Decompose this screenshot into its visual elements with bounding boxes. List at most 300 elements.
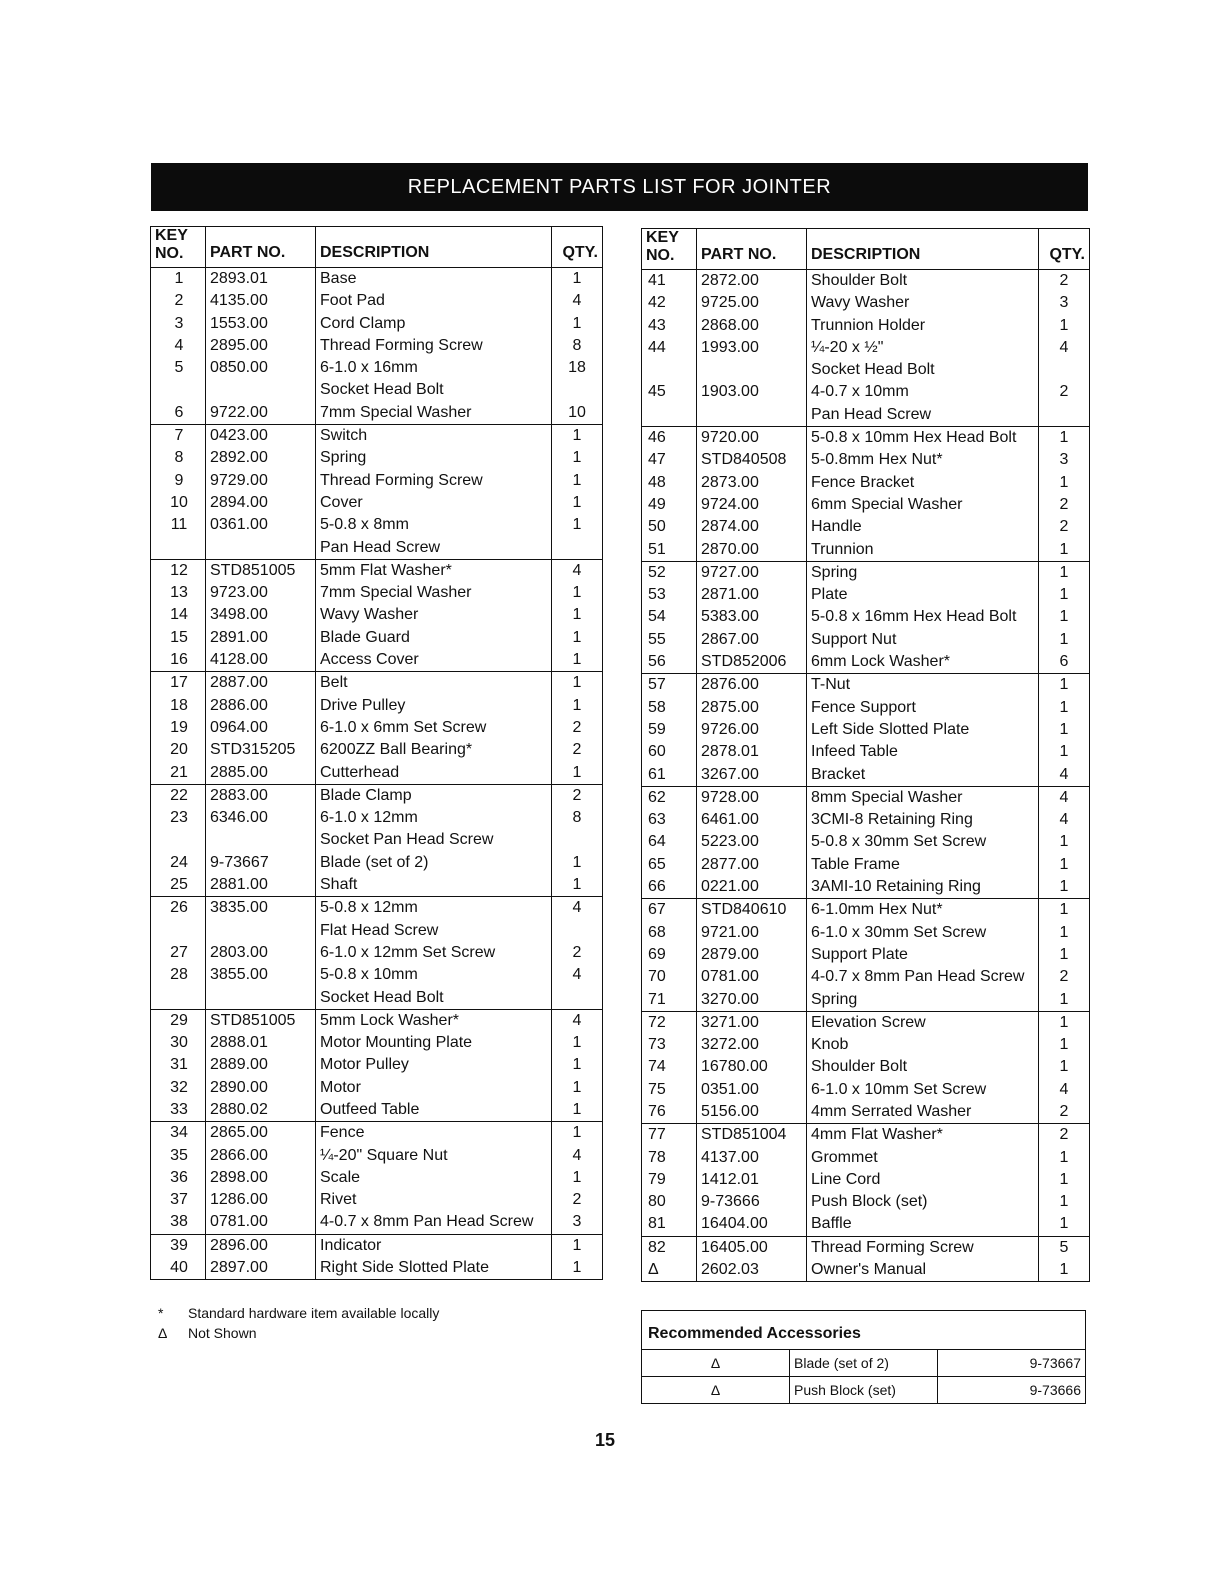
description-cell: 6-1.0 x 6mm Set Screw bbox=[316, 717, 552, 739]
key-cell: 37 bbox=[151, 1189, 206, 1211]
key-cell: 14 bbox=[151, 604, 206, 626]
description-cell: Motor bbox=[316, 1077, 552, 1099]
qty-cell: 1 bbox=[552, 672, 603, 695]
table-row bbox=[642, 786, 1090, 809]
table-row bbox=[642, 1213, 1090, 1236]
qty-cell: 4 bbox=[1039, 809, 1090, 831]
table-row bbox=[151, 649, 603, 672]
table-row bbox=[151, 514, 603, 536]
table-row bbox=[642, 989, 1090, 1012]
key-cell: 40 bbox=[151, 1257, 206, 1280]
qty-cell: 4 bbox=[552, 1009, 603, 1032]
qty-cell bbox=[552, 920, 603, 942]
qty-cell: 1 bbox=[1039, 1169, 1090, 1191]
key-cell: 67 bbox=[642, 899, 697, 922]
qty-cell: 1 bbox=[1039, 989, 1090, 1012]
description-cell: 6-1.0 x 30mm Set Screw bbox=[807, 922, 1039, 944]
key-cell: 78 bbox=[642, 1147, 697, 1169]
key-cell: 22 bbox=[151, 784, 206, 807]
description-cell: Thread Forming Screw bbox=[316, 335, 552, 357]
part-no-cell: 2893.01 bbox=[206, 268, 316, 291]
table-row bbox=[151, 762, 603, 785]
part-no-cell: 3835.00 bbox=[206, 897, 316, 920]
part-no-cell: 2880.02 bbox=[206, 1099, 316, 1122]
qty-cell: 4 bbox=[552, 290, 603, 312]
description-cell: Plate bbox=[807, 584, 1039, 606]
qty-cell: 1 bbox=[552, 1257, 603, 1280]
footnotes bbox=[158, 1303, 439, 1343]
part-no-cell: 2897.00 bbox=[206, 1257, 316, 1280]
part-no-cell: 2883.00 bbox=[206, 784, 316, 807]
table-row bbox=[642, 1056, 1090, 1078]
part-no-cell: 2602.03 bbox=[697, 1259, 807, 1282]
qty-header: QTY. bbox=[552, 227, 603, 268]
qty-cell: 1 bbox=[1039, 606, 1090, 628]
table-row bbox=[151, 784, 603, 807]
part-no-cell: 0964.00 bbox=[206, 717, 316, 739]
part-no-cell: STD851004 bbox=[697, 1124, 807, 1147]
qty-cell: 1 bbox=[1039, 472, 1090, 494]
qty-cell: 1 bbox=[552, 1099, 603, 1122]
qty-cell: 3 bbox=[1039, 292, 1090, 314]
key-cell: 18 bbox=[151, 695, 206, 717]
key-cell: 33 bbox=[151, 1099, 206, 1122]
key-cell: 27 bbox=[151, 942, 206, 964]
description-cell: Grommet bbox=[807, 1147, 1039, 1169]
qty-cell: 1 bbox=[552, 852, 603, 874]
description-cell: Indicator bbox=[316, 1234, 552, 1257]
qty-cell bbox=[1039, 359, 1090, 381]
description-cell: Infeed Table bbox=[807, 741, 1039, 763]
key-cell: 19 bbox=[151, 717, 206, 739]
qty-cell: 6 bbox=[1039, 651, 1090, 674]
table-row bbox=[151, 1099, 603, 1122]
description-cell: 6-1.0 x 12mm bbox=[316, 807, 552, 829]
part-no-header: PART NO. bbox=[697, 229, 807, 270]
qty-cell: 1 bbox=[552, 649, 603, 672]
table-row bbox=[642, 337, 1090, 359]
qty-cell: 1 bbox=[1039, 674, 1090, 697]
qty-cell: 1 bbox=[1039, 854, 1090, 876]
part-no-cell: 2891.00 bbox=[206, 627, 316, 649]
description-cell: Knob bbox=[807, 1034, 1039, 1056]
qty-cell: 1 bbox=[552, 1167, 603, 1189]
table-row bbox=[151, 807, 603, 829]
table-row bbox=[642, 1169, 1090, 1191]
table-row bbox=[151, 627, 603, 649]
description-cell: Blade (set of 2) bbox=[316, 852, 552, 874]
description-cell: Shaft bbox=[316, 874, 552, 897]
qty-cell: 1 bbox=[552, 1077, 603, 1099]
qty-cell: 1 bbox=[552, 268, 603, 291]
table-row bbox=[151, 1145, 603, 1167]
part-no-cell: STD840610 bbox=[697, 899, 807, 922]
part-no-cell: 0850.00 bbox=[206, 357, 316, 379]
description-cell: Flat Head Screw bbox=[316, 920, 552, 942]
qty-cell: 1 bbox=[1039, 719, 1090, 741]
qty-cell: 1 bbox=[552, 874, 603, 897]
qty-cell: 2 bbox=[1039, 1124, 1090, 1147]
table-row bbox=[642, 292, 1090, 314]
part-no-cell: 2876.00 bbox=[697, 674, 807, 697]
part-no-cell: 2888.01 bbox=[206, 1032, 316, 1054]
part-no-cell: 6461.00 bbox=[697, 809, 807, 831]
accessories-title: Recommended Accessories bbox=[642, 1311, 1086, 1350]
key-cell: 58 bbox=[642, 697, 697, 719]
table-row bbox=[642, 876, 1090, 899]
part-no-cell: 2889.00 bbox=[206, 1054, 316, 1076]
description-cell: 5mm Lock Washer* bbox=[316, 1009, 552, 1032]
table-row bbox=[642, 899, 1090, 922]
description-cell: Foot Pad bbox=[316, 290, 552, 312]
key-cell: 42 bbox=[642, 292, 697, 314]
table-row bbox=[151, 672, 603, 695]
key-cell: 57 bbox=[642, 674, 697, 697]
table-row bbox=[642, 1079, 1090, 1101]
part-no-cell bbox=[206, 379, 316, 401]
qty-cell bbox=[552, 987, 603, 1010]
qty-cell: 1 bbox=[552, 695, 603, 717]
table-row bbox=[642, 1124, 1090, 1147]
key-cell: 76 bbox=[642, 1101, 697, 1124]
qty-cell: 1 bbox=[1039, 315, 1090, 337]
description-cell: 5-0.8 x 10mm bbox=[316, 964, 552, 986]
description-cell: ¼-20" Square Nut bbox=[316, 1145, 552, 1167]
key-cell: 21 bbox=[151, 762, 206, 785]
table-row bbox=[642, 561, 1090, 584]
qty-cell: 1 bbox=[1039, 539, 1090, 562]
qty-cell: 1 bbox=[552, 425, 603, 448]
part-no-cell: 5223.00 bbox=[697, 831, 807, 853]
description-cell: Pan Head Screw bbox=[316, 537, 552, 560]
part-no-cell: 0423.00 bbox=[206, 425, 316, 448]
table-row bbox=[151, 357, 603, 379]
part-no-cell: 2870.00 bbox=[697, 539, 807, 562]
part-no-cell: 1993.00 bbox=[697, 337, 807, 359]
qty-cell: 2 bbox=[552, 717, 603, 739]
table-row bbox=[151, 964, 603, 986]
part-no-cell: 9724.00 bbox=[697, 494, 807, 516]
part-no-cell: 2896.00 bbox=[206, 1234, 316, 1257]
qty-cell bbox=[1039, 404, 1090, 427]
description-cell: 6-1.0mm Hex Nut* bbox=[807, 899, 1039, 922]
description-cell: Shoulder Bolt bbox=[807, 270, 1039, 293]
table-row bbox=[151, 537, 603, 560]
key-cell: 7 bbox=[151, 425, 206, 448]
description-cell: 5-0.8 x 8mm bbox=[316, 514, 552, 536]
key-cell bbox=[151, 829, 206, 851]
qty-cell: 4 bbox=[552, 1145, 603, 1167]
table-row bbox=[151, 717, 603, 739]
part-no-cell: 2892.00 bbox=[206, 447, 316, 469]
table-row bbox=[151, 1211, 603, 1234]
description-cell: Thread Forming Screw bbox=[316, 470, 552, 492]
accessory-row: Δ Push Block (set) 9-73666 bbox=[642, 1377, 1086, 1404]
table-row bbox=[642, 494, 1090, 516]
qty-cell: 1 bbox=[552, 627, 603, 649]
description-cell: Support Nut bbox=[807, 629, 1039, 651]
description-cell: 6mm Lock Washer* bbox=[807, 651, 1039, 674]
key-cell: 70 bbox=[642, 966, 697, 988]
qty-cell: 1 bbox=[552, 447, 603, 469]
key-cell: 4 bbox=[151, 335, 206, 357]
key-cell: 3 bbox=[151, 313, 206, 335]
key-cell: 30 bbox=[151, 1032, 206, 1054]
table-row bbox=[151, 492, 603, 514]
description-cell: Scale bbox=[316, 1167, 552, 1189]
table-row bbox=[642, 1147, 1090, 1169]
table-row bbox=[642, 944, 1090, 966]
qty-cell: 1 bbox=[552, 470, 603, 492]
part-no-cell: 2890.00 bbox=[206, 1077, 316, 1099]
qty-cell: 1 bbox=[1039, 899, 1090, 922]
part-no-cell: 1286.00 bbox=[206, 1189, 316, 1211]
part-no-cell: 4137.00 bbox=[697, 1147, 807, 1169]
table-row bbox=[151, 897, 603, 920]
description-cell: Belt bbox=[316, 672, 552, 695]
key-cell: 32 bbox=[151, 1077, 206, 1099]
part-no-cell: 16404.00 bbox=[697, 1213, 807, 1236]
page-number: 15 bbox=[594, 1430, 616, 1450]
table-row bbox=[642, 584, 1090, 606]
table-row bbox=[151, 987, 603, 1010]
table-row bbox=[151, 1077, 603, 1099]
description-cell: Pan Head Screw bbox=[807, 404, 1039, 427]
qty-cell: 4 bbox=[1039, 764, 1090, 787]
qty-cell: 1 bbox=[552, 1054, 603, 1076]
qty-cell: 2 bbox=[1039, 516, 1090, 538]
table-row bbox=[642, 427, 1090, 450]
description-cell: Handle bbox=[807, 516, 1039, 538]
part-no-cell: 3270.00 bbox=[697, 989, 807, 1012]
qty-cell: 8 bbox=[552, 807, 603, 829]
table-row bbox=[642, 539, 1090, 562]
qty-cell: 1 bbox=[1039, 584, 1090, 606]
qty-cell: 4 bbox=[1039, 786, 1090, 809]
qty-cell: 1 bbox=[552, 762, 603, 785]
key-cell: 34 bbox=[151, 1122, 206, 1145]
qty-cell: 2 bbox=[1039, 270, 1090, 293]
description-cell: 6-1.0 x 16mm bbox=[316, 357, 552, 379]
part-no-cell: 0361.00 bbox=[206, 514, 316, 536]
key-cell: 36 bbox=[151, 1167, 206, 1189]
part-no-cell: 2887.00 bbox=[206, 672, 316, 695]
key-cell: 46 bbox=[642, 427, 697, 450]
key-cell: 79 bbox=[642, 1169, 697, 1191]
description-cell: Blade Clamp bbox=[316, 784, 552, 807]
key-cell: 66 bbox=[642, 876, 697, 899]
key-cell: 52 bbox=[642, 561, 697, 584]
description-cell: Support Plate bbox=[807, 944, 1039, 966]
qty-cell: 1 bbox=[1039, 427, 1090, 450]
key-cell: 80 bbox=[642, 1191, 697, 1213]
part-no-cell: 0781.00 bbox=[697, 966, 807, 988]
part-no-cell: 5156.00 bbox=[697, 1101, 807, 1124]
part-no-cell: 9725.00 bbox=[697, 292, 807, 314]
key-cell: 5 bbox=[151, 357, 206, 379]
description-cell: Drive Pulley bbox=[316, 695, 552, 717]
key-cell: 44 bbox=[642, 337, 697, 359]
description-cell: Bracket bbox=[807, 764, 1039, 787]
table-row bbox=[642, 831, 1090, 853]
description-cell: Owner's Manual bbox=[807, 1259, 1039, 1282]
key-cell: 45 bbox=[642, 381, 697, 403]
qty-cell: 1 bbox=[552, 1234, 603, 1257]
key-cell: 2 bbox=[151, 290, 206, 312]
table-row bbox=[642, 651, 1090, 674]
key-cell: 26 bbox=[151, 897, 206, 920]
part-no-cell: STD852006 bbox=[697, 651, 807, 674]
description-cell: Switch bbox=[316, 425, 552, 448]
key-cell: 56 bbox=[642, 651, 697, 674]
key-cell bbox=[151, 920, 206, 942]
part-no-cell: 16780.00 bbox=[697, 1056, 807, 1078]
table-row bbox=[151, 1257, 603, 1280]
description-cell: Fence bbox=[316, 1122, 552, 1145]
table-row bbox=[642, 741, 1090, 763]
part-no-cell: 2878.01 bbox=[697, 741, 807, 763]
part-no-cell bbox=[206, 987, 316, 1010]
qty-cell: 1 bbox=[552, 582, 603, 604]
description-cell: 5-0.8 x 30mm Set Screw bbox=[807, 831, 1039, 853]
key-cell: 65 bbox=[642, 854, 697, 876]
description-cell: Spring bbox=[316, 447, 552, 469]
part-no-cell: 9723.00 bbox=[206, 582, 316, 604]
qty-cell: 1 bbox=[1039, 1034, 1090, 1056]
description-cell: Line Cord bbox=[807, 1169, 1039, 1191]
table-row bbox=[642, 697, 1090, 719]
description-cell: Cutterhead bbox=[316, 762, 552, 785]
part-no-cell: 2886.00 bbox=[206, 695, 316, 717]
table-row bbox=[642, 1034, 1090, 1056]
key-cell: 59 bbox=[642, 719, 697, 741]
table-row bbox=[151, 379, 603, 401]
key-cell: 12 bbox=[151, 559, 206, 582]
part-no-cell: 2898.00 bbox=[206, 1167, 316, 1189]
key-cell: 64 bbox=[642, 831, 697, 853]
page-title: REPLACEMENT PARTS LIST FOR JOINTER bbox=[151, 163, 1088, 211]
table-row bbox=[642, 719, 1090, 741]
part-no-cell: 3267.00 bbox=[697, 764, 807, 787]
table-row bbox=[151, 1189, 603, 1211]
part-no-cell: 9726.00 bbox=[697, 719, 807, 741]
description-cell: Elevation Screw bbox=[807, 1011, 1039, 1034]
part-no-cell: 2871.00 bbox=[697, 584, 807, 606]
part-no-cell bbox=[206, 829, 316, 851]
description-cell: Right Side Slotted Plate bbox=[316, 1257, 552, 1280]
qty-cell: 1 bbox=[552, 492, 603, 514]
key-cell: 43 bbox=[642, 315, 697, 337]
description-cell: 6-1.0 x 10mm Set Screw bbox=[807, 1079, 1039, 1101]
key-cell: 51 bbox=[642, 539, 697, 562]
key-cell: 50 bbox=[642, 516, 697, 538]
qty-cell bbox=[552, 829, 603, 851]
table-row bbox=[151, 942, 603, 964]
qty-cell: 1 bbox=[552, 1122, 603, 1145]
qty-cell: 4 bbox=[1039, 337, 1090, 359]
key-cell bbox=[151, 379, 206, 401]
qty-cell: 1 bbox=[1039, 561, 1090, 584]
key-cell: 74 bbox=[642, 1056, 697, 1078]
table-row bbox=[151, 604, 603, 626]
qty-cell bbox=[552, 537, 603, 560]
qty-header: QTY. bbox=[1039, 229, 1090, 270]
key-cell: 15 bbox=[151, 627, 206, 649]
qty-cell: 5 bbox=[1039, 1236, 1090, 1259]
table-row bbox=[151, 335, 603, 357]
table-row bbox=[642, 966, 1090, 988]
part-no-cell: 6346.00 bbox=[206, 807, 316, 829]
table-row bbox=[151, 402, 603, 425]
table-row bbox=[151, 290, 603, 312]
table-row bbox=[642, 1191, 1090, 1213]
description-cell: Baffle bbox=[807, 1213, 1039, 1236]
key-cell: 75 bbox=[642, 1079, 697, 1101]
part-no-cell: 4135.00 bbox=[206, 290, 316, 312]
description-cell: 5-0.8 x 12mm bbox=[316, 897, 552, 920]
key-cell: 41 bbox=[642, 270, 697, 293]
key-cell: Δ bbox=[642, 1259, 697, 1282]
description-cell: 6200ZZ Ball Bearing* bbox=[316, 739, 552, 761]
description-cell: 5-0.8 x 10mm Hex Head Bolt bbox=[807, 427, 1039, 450]
part-no-cell: 3855.00 bbox=[206, 964, 316, 986]
part-no-cell: 9722.00 bbox=[206, 402, 316, 425]
table-row bbox=[151, 1054, 603, 1076]
table-row bbox=[642, 1011, 1090, 1034]
qty-cell: 1 bbox=[1039, 922, 1090, 944]
qty-cell: 3 bbox=[552, 1211, 603, 1234]
part-no-cell: 2866.00 bbox=[206, 1145, 316, 1167]
part-no-cell: 9-73667 bbox=[206, 852, 316, 874]
description-cell: 3AMI-10 Retaining Ring bbox=[807, 876, 1039, 899]
key-cell: 31 bbox=[151, 1054, 206, 1076]
part-no-cell: 2875.00 bbox=[697, 697, 807, 719]
description-cell: Left Side Slotted Plate bbox=[807, 719, 1039, 741]
qty-cell: 1 bbox=[552, 604, 603, 626]
key-cell: 39 bbox=[151, 1234, 206, 1257]
part-no-cell bbox=[697, 359, 807, 381]
table-row bbox=[151, 829, 603, 851]
qty-cell: 2 bbox=[1039, 966, 1090, 988]
description-cell: Outfeed Table bbox=[316, 1099, 552, 1122]
qty-cell: 2 bbox=[552, 739, 603, 761]
key-cell: 17 bbox=[151, 672, 206, 695]
part-no-cell: 2879.00 bbox=[697, 944, 807, 966]
key-no-header: KEY NO. bbox=[151, 227, 206, 268]
key-cell: 10 bbox=[151, 492, 206, 514]
qty-cell: 4 bbox=[552, 559, 603, 582]
description-cell: 5-0.8mm Hex Nut* bbox=[807, 449, 1039, 471]
table-row bbox=[151, 920, 603, 942]
description-cell: Fence Bracket bbox=[807, 472, 1039, 494]
table-row bbox=[642, 764, 1090, 787]
qty-cell: 4 bbox=[552, 964, 603, 986]
qty-cell: 1 bbox=[1039, 1213, 1090, 1236]
description-cell: 7mm Special Washer bbox=[316, 582, 552, 604]
description-cell: Table Frame bbox=[807, 854, 1039, 876]
qty-cell bbox=[552, 379, 603, 401]
description-cell: Spring bbox=[807, 989, 1039, 1012]
part-no-cell: STD315205 bbox=[206, 739, 316, 761]
part-no-cell: 1412.01 bbox=[697, 1169, 807, 1191]
description-cell: Trunnion Holder bbox=[807, 315, 1039, 337]
description-cell: 7mm Special Washer bbox=[316, 402, 552, 425]
description-cell: 4-0.7 x 8mm Pan Head Screw bbox=[807, 966, 1039, 988]
table-row bbox=[151, 1167, 603, 1189]
qty-cell: 2 bbox=[1039, 1101, 1090, 1124]
part-no-cell: STD851005 bbox=[206, 559, 316, 582]
description-cell: 4mm Flat Washer* bbox=[807, 1124, 1039, 1147]
